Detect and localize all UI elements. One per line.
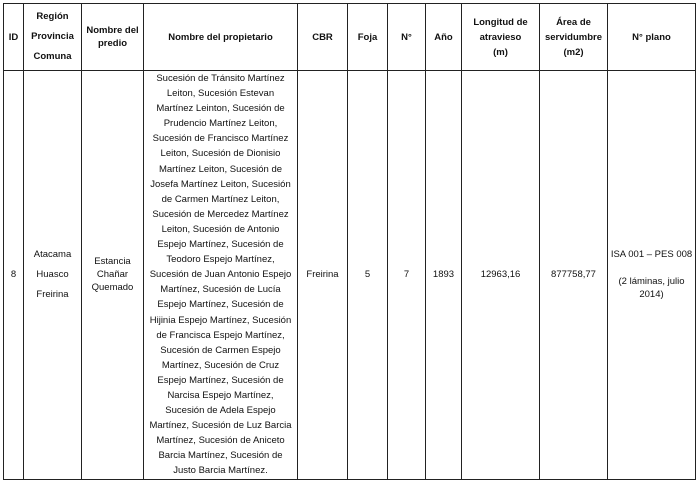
header-region-line2: Provincia bbox=[31, 31, 74, 42]
header-plano: N° plano bbox=[608, 4, 696, 71]
header-foja: Foja bbox=[348, 4, 388, 71]
cell-predio: Estancia Chañar Quemado bbox=[82, 71, 144, 480]
cell-plano-note: (2 láminas, julio 2014) bbox=[618, 276, 685, 301]
header-area-line3: (m2) bbox=[563, 46, 584, 58]
header-cbr: CBR bbox=[298, 4, 348, 71]
header-longitud-line3: (m) bbox=[493, 46, 508, 58]
cell-id: 8 bbox=[4, 71, 24, 480]
header-predio: Nombre del predio bbox=[82, 4, 144, 71]
cell-plano-spacer bbox=[610, 261, 693, 275]
cell-region-name: Atacama bbox=[33, 248, 72, 260]
header-longitud-line1: Longitud de bbox=[473, 16, 528, 28]
property-table bbox=[3, 3, 696, 480]
header-area-line2: servidumbre bbox=[544, 31, 603, 43]
header-numero: N° bbox=[388, 4, 426, 71]
cell-propietario: Sucesión de Tránsito Martínez Leiton, Sucesión Estevan Martínez Leinton, Sucesión de Prudencio Martínez Leiton, Sucesión de Francisco Martínez Leiton, Sucesión de Dionisio Martínez Leiton, Sucesión de Josefa Martínez Leiton, Sucesión de Carmen Martínez Leiton, Sucesión de Mercedez Martínez Leiton, Sucesión de Antonio Espejo Martínez, Sucesión de Teodoro Espejo Martínez, Sucesión de Juan Antonio Espejo Martínez, Sucesión de Lucía Espejo Martínez, Sucesión de Hijinia Espejo Martínez, Sucesión de Francisca Espejo Martínez, Sucesión de Carmen Espejo Martínez, Sucesión de Cruz Espejo Martínez, Sucesión de Narcisa Espejo Martínez, Sucesión de Adela Espejo Martínez, Sucesión de Luz Barcia Martínez, Sucesión de Aniceto Barcia Martínez, Sucesión de Justo Barcia Martínez. bbox=[144, 71, 298, 480]
cell-longitud: 12963,16 bbox=[462, 71, 540, 480]
cell-area: 877758,77 bbox=[540, 71, 608, 480]
cell-region bbox=[24, 71, 82, 480]
cell-plano bbox=[608, 71, 696, 480]
cell-anio: 1893 bbox=[426, 71, 462, 480]
header-propietario: Nombre del propietario bbox=[144, 4, 298, 71]
header-longitud bbox=[462, 4, 540, 71]
table-row bbox=[4, 71, 696, 480]
header-region bbox=[24, 4, 82, 71]
cell-comuna-name: Freirina bbox=[36, 288, 69, 300]
header-id: ID bbox=[4, 4, 24, 71]
cell-foja: 5 bbox=[348, 71, 388, 480]
cell-plano-code: ISA 001 – PES 008 bbox=[610, 249, 693, 261]
header-region-line3: Comuna bbox=[33, 51, 72, 62]
header-row bbox=[4, 4, 696, 71]
cell-cbr: Freirina bbox=[298, 71, 348, 480]
header-anio: Año bbox=[426, 4, 462, 71]
cell-provincia-name: Huasco bbox=[36, 268, 69, 280]
cell-numero: 7 bbox=[388, 71, 426, 480]
header-area bbox=[540, 4, 608, 71]
header-longitud-line2: atravieso bbox=[479, 31, 522, 43]
header-region-line1: Región bbox=[36, 11, 69, 22]
header-area-line1: Área de bbox=[556, 16, 591, 28]
